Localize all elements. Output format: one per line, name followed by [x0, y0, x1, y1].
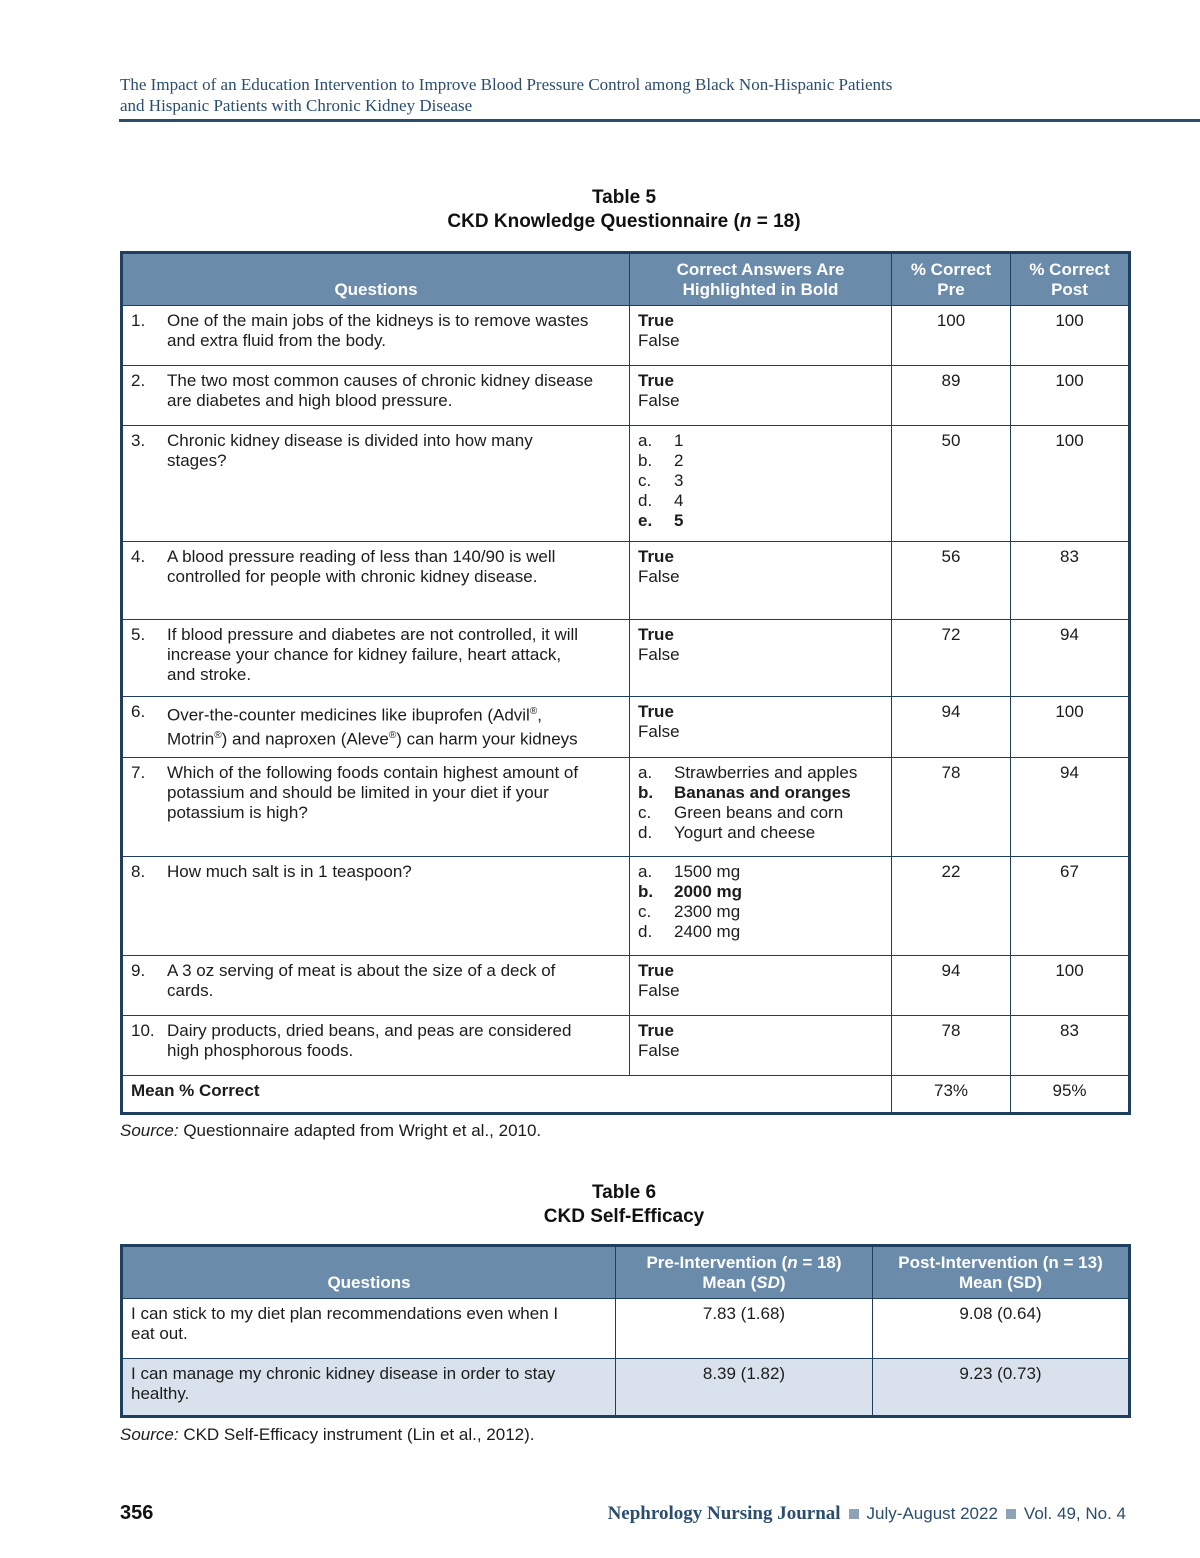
- pct-pre: 100: [892, 306, 1011, 366]
- table-5: [120, 251, 1131, 1115]
- pct-post: 100: [1011, 426, 1130, 542]
- table-5-caption: [120, 186, 1128, 234]
- answer-cell: a. 1 b. 2 c. 3 d. 4 e. 5: [630, 426, 892, 542]
- table-row: [122, 1359, 1130, 1417]
- table-row: [122, 306, 1130, 366]
- pct-pre: 78: [892, 758, 1011, 857]
- pre-value: 7.83 (1.68): [616, 1299, 873, 1359]
- pct-pre: 94: [892, 697, 1011, 758]
- pct-post: 67: [1011, 857, 1130, 956]
- question-cell: 10. Dairy products, dried beans, and peas are considered high phosphorous foods.: [122, 1016, 630, 1076]
- pct-pre: 72: [892, 620, 1011, 697]
- running-head-line-1: The Impact of an Education Intervention to Improve Blood Pressure Control among Black Non-Hispanic Patients: [120, 75, 893, 94]
- header-post-intervention: Post-Intervention (n = 13) Mean (SD): [873, 1246, 1130, 1299]
- journal-footer: [608, 1503, 1126, 1525]
- pct-pre: 50: [892, 426, 1011, 542]
- question-cell: 1. One of the main jobs of the kidneys is to remove wastes and extra fluid from the body.: [122, 306, 630, 366]
- pct-post: 100: [1011, 306, 1130, 366]
- mean-pre: 73%: [892, 1076, 1011, 1114]
- table-row: [122, 542, 1130, 620]
- pct-post: 100: [1011, 366, 1130, 426]
- post-value: 9.08 (0.64): [873, 1299, 1130, 1359]
- answer-cell: True False: [630, 620, 892, 697]
- pct-post: 83: [1011, 1016, 1130, 1076]
- header-pre-intervention: Pre-Intervention (n = 18) Mean (SD): [616, 1246, 873, 1299]
- table-row: [122, 1016, 1130, 1076]
- post-value: 9.23 (0.73): [873, 1359, 1130, 1417]
- pct-pre: 89: [892, 366, 1011, 426]
- question-cell: 9. A 3 oz serving of meat is about the size of a deck of cards.: [122, 956, 630, 1016]
- table-5-header-row: [122, 253, 1130, 306]
- pre-value: 8.39 (1.82): [616, 1359, 873, 1417]
- question-cell: 5. If blood pressure and diabetes are not controlled, it will increase your chance for kidney failure, heart attack, and stroke.: [122, 620, 630, 697]
- answer-cell: True False: [630, 306, 892, 366]
- page-number: 356: [120, 1502, 154, 1524]
- pct-post: 94: [1011, 620, 1130, 697]
- table-row: [122, 426, 1130, 542]
- header-correct-answers: Correct Answers Are Highlighted in Bold: [630, 253, 892, 306]
- question-cell: 2. The two most common causes of chronic kidney disease are diabetes and high blood pressure.: [122, 366, 630, 426]
- table-row: [122, 366, 1130, 426]
- question-cell: 3. Chronic kidney disease is divided into how many stages?: [122, 426, 630, 542]
- separator-square-icon: [849, 1509, 859, 1519]
- separator-square-icon: [1006, 1509, 1016, 1519]
- question-cell: 4. A blood pressure reading of less than 140/90 is well controlled for people with chronic kidney disease.: [122, 542, 630, 620]
- pct-pre: 78: [892, 1016, 1011, 1076]
- pct-post: 83: [1011, 542, 1130, 620]
- running-head: [120, 74, 1020, 116]
- header-rule: [119, 119, 1200, 122]
- pct-post: 100: [1011, 697, 1130, 758]
- table-6-source: Source: CKD Self-Efficacy instrument (Lin et al., 2012).: [120, 1425, 535, 1444]
- header-pct-correct-post: % Correct Post: [1011, 253, 1130, 306]
- table-row: [122, 956, 1130, 1016]
- table-6-caption: [120, 1181, 1128, 1229]
- question-cell: 6. Over-the-counter medicines like ibuprofen (Advil®, Motrin®) and naproxen (Aleve®) can harm your kidneys: [122, 697, 630, 758]
- question-cell: I can stick to my diet plan recommendations even when I eat out.: [122, 1299, 616, 1359]
- table-row: [122, 758, 1130, 857]
- question-cell: 8. How much salt is in 1 teaspoon?: [122, 857, 630, 956]
- answer-cell: True False: [630, 1016, 892, 1076]
- table-6-title: CKD Self-Efficacy: [543, 1206, 705, 1227]
- header-questions: Questions: [122, 253, 630, 306]
- answer-cell: True False: [630, 366, 892, 426]
- running-head-line-2: and Hispanic Patients with Chronic Kidney Disease: [120, 96, 473, 115]
- table-row: [122, 697, 1130, 758]
- table-row: [122, 857, 1130, 956]
- answer-cell: a. 1500 mg b. 2000 mg c. 2300 mg d. 2400 mg: [630, 857, 892, 956]
- pct-post: 94: [1011, 758, 1130, 857]
- table-6-header-row: [122, 1246, 1130, 1299]
- pct-pre: 22: [892, 857, 1011, 956]
- answer-cell: True False: [630, 956, 892, 1016]
- pct-pre: 56: [892, 542, 1011, 620]
- answer-cell: True False: [630, 697, 892, 758]
- volume-number: Vol. 49, No. 4: [1023, 1504, 1126, 1523]
- table-5-title: CKD Knowledge Questionnaire (n = 18): [447, 211, 801, 232]
- table-row: [122, 620, 1130, 697]
- issue-date: July-August 2022: [866, 1504, 998, 1523]
- question-cell: I can manage my chronic kidney disease in order to stay healthy.: [122, 1359, 616, 1417]
- question-cell: 7. Which of the following foods contain highest amount of potassium and should be limited in your diet if your potassium is high?: [122, 758, 630, 857]
- mean-post: 95%: [1011, 1076, 1130, 1114]
- mean-label: Mean % Correct: [122, 1076, 892, 1114]
- header-questions: Questions: [122, 1246, 616, 1299]
- pct-pre: 94: [892, 956, 1011, 1016]
- answer-cell: a. Strawberries and apples b. Bananas and oranges c. Green beans and corn d. Yogurt and cheese: [630, 758, 892, 857]
- table-5-source: Source: Questionnaire adapted from Wright et al., 2010.: [120, 1121, 542, 1140]
- table-6: [120, 1244, 1131, 1418]
- table-6-label: Table 6: [591, 1182, 657, 1203]
- mean-row: [122, 1076, 1130, 1114]
- answer-cell: True False: [630, 542, 892, 620]
- table-row: [122, 1299, 1130, 1359]
- pct-post: 100: [1011, 956, 1130, 1016]
- header-pct-correct-pre: % Correct Pre: [892, 253, 1011, 306]
- table-5-label: Table 5: [591, 187, 657, 208]
- journal-name: Nephrology Nursing Journal: [607, 1503, 841, 1524]
